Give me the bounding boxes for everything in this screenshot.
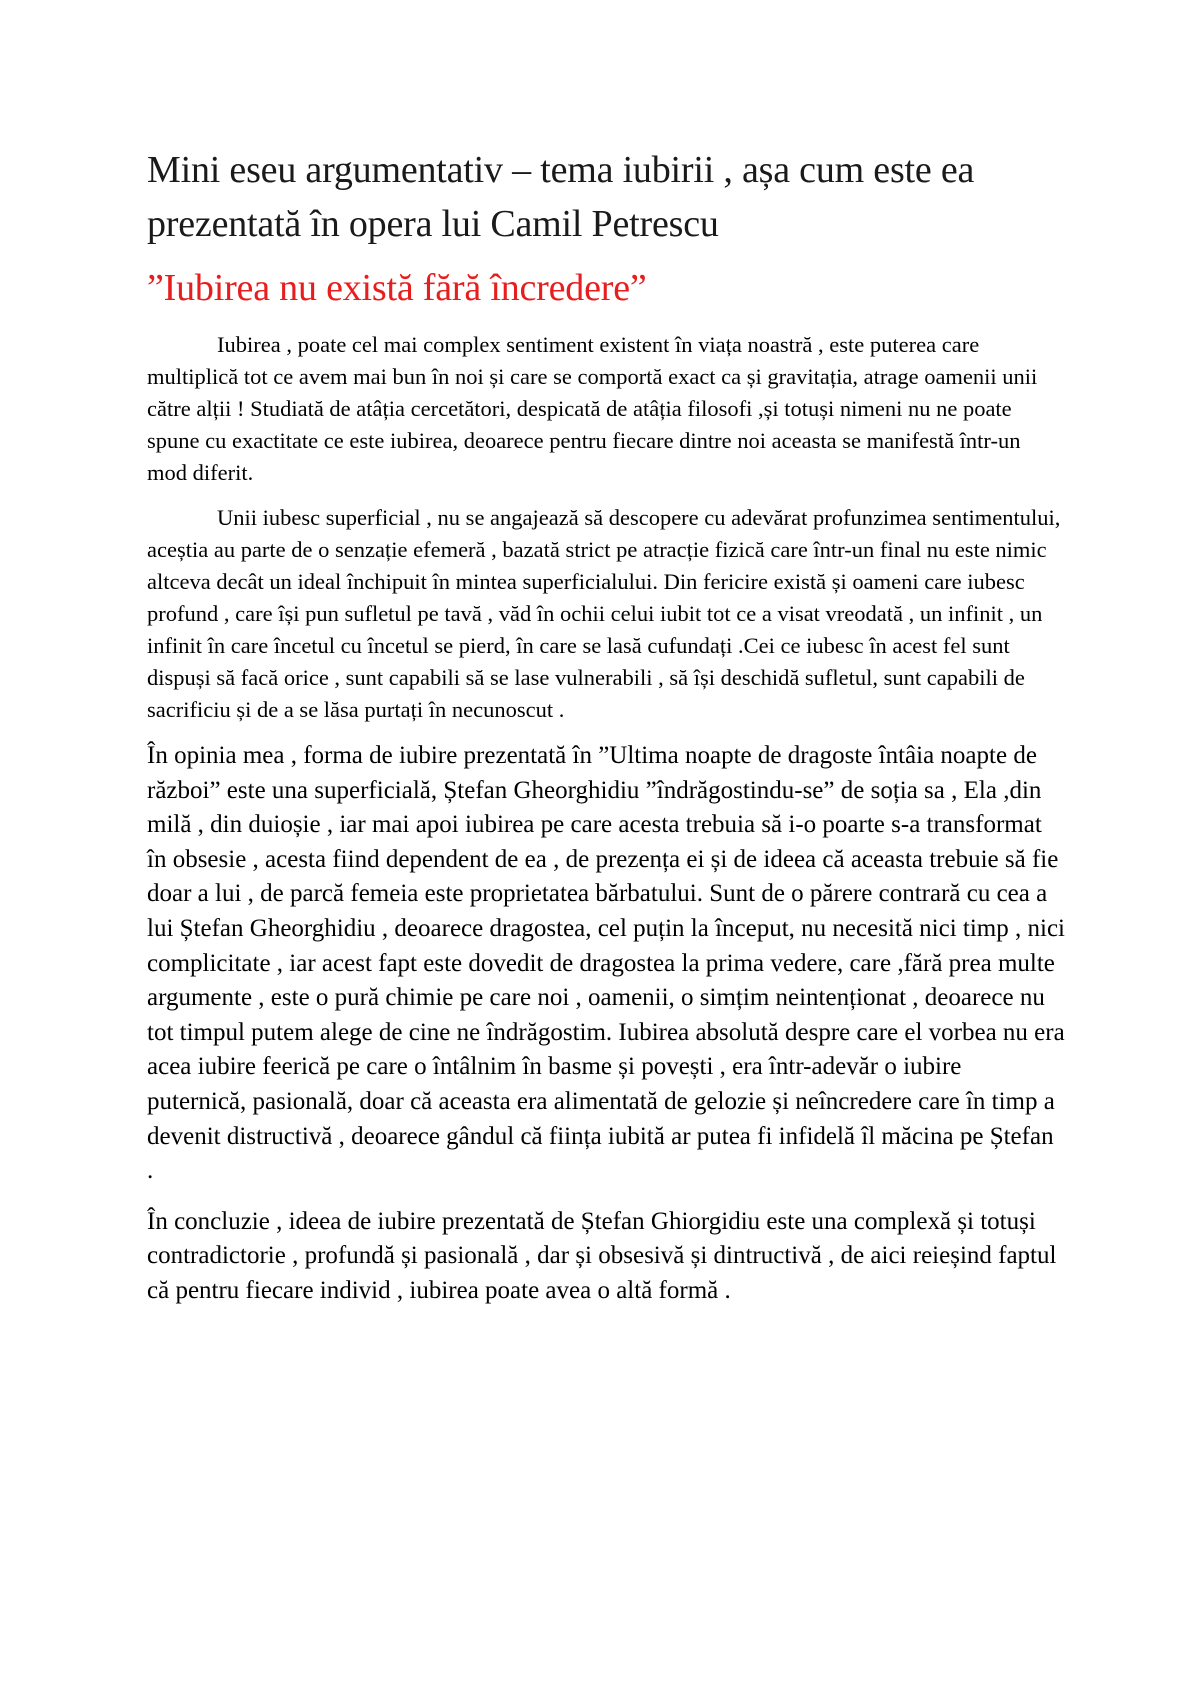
- essay-subtitle-quote: ”Iubirea nu există fără încredere”: [147, 267, 647, 309]
- paragraph-intro: Iubirea , poate cel mai complex sentiment existent în viața noastră , este puterea care multiplică tot ce avem mai bun în noi și care se comportă exact ca și gravitația, atrage oamenii unii către alții ! Studiată de atâția cercetători, despicată de atâția filosofi ,și totuși nimeni nu ne poate spune cu exactitate ce este iubirea, deoarece pentru fiecare dintre noi aceasta se manifestă într-un mod diferit.: [147, 332, 1038, 485]
- essay-title: Mini eseu argumentativ – tema iubirii , așa cum este ea prezentată în opera lui Camil Petrescu: [147, 149, 975, 245]
- paragraph-types-of-love: Unii iubesc superficial , nu se angajează să descopere cu adevărat profunzimea sentimentului, aceștia au parte de o senzație efemeră , bazată strict pe atracție fizică care într-un final nu este nimic altceva decât un ideal închipuit în mintea superficialului. Din fericire există și oameni care iubesc profund , care își pun sufletul pe tavă , văd în ochii celui iubit tot ce a visat vreodată , un infinit , un infinit în care încetul cu încetul se pierd, în care se lasă cufundați .Cei ce iubesc în acest fel sunt dispuși să facă orice , sunt capabili să se lase vulnerabili , să își deschidă sufletul, sunt capabili de sacrificiu și de a se lăsa purtați în necunoscut .: [147, 505, 1061, 722]
- paragraph-opinion: În opinia mea , forma de iubire prezentată în ”Ultima noapte de dragoste întâia noapte de război” este una superficială, Ștefan Gheorghidiu ”îndrăgostindu-se” de soția sa , Ela ,din milă , din duioșie , iar mai apoi iubirea pe care acesta trebuia să i-o poarte s-a transformat în obsesie , acesta fiind dependent de ea , de prezența ei și de ideea că aceasta trebuie să fie doar a lui , de parcă femeia este proprietatea bărbatului. Sunt de o părere contrară cu cea a lui Ștefan Gheorghidiu , deoarece dragostea, cel puțin la început, nu necesită nici timp , nici complicitate , iar acest fapt este dovedit de dragostea la prima vedere, care ,fără prea multe argumente , este o pură chimie pe care noi , oamenii, o simțim neintenționat , deoarece nu tot timpul putem alege de cine ne îndrăgostim. Iubirea absolută despre care el vorbea nu era acea iubire feerică pe care o întâlnim în basme și povești , era într-adevăr o iubire puternică, pasională, doar că aceasta era alimentată de gelozie și neîncredere care în timp a devenit distructivă , deoarece gândul că ființa iubită ar putea fi infidelă îl măcina pe Ștefan .: [147, 742, 1065, 1185]
- paragraph-conclusion: În concluzie , ideea de iubire prezentată de Ștefan Ghiorgidiu este una complexă și totuși contradictorie , profundă și pasională , dar și obsesivă și dintructivă , de aici reieșind faptul că pentru fiecare individ , iubirea poate avea o altă formă .: [147, 1207, 1057, 1304]
- document-page: [147, 143, 1065, 1325]
